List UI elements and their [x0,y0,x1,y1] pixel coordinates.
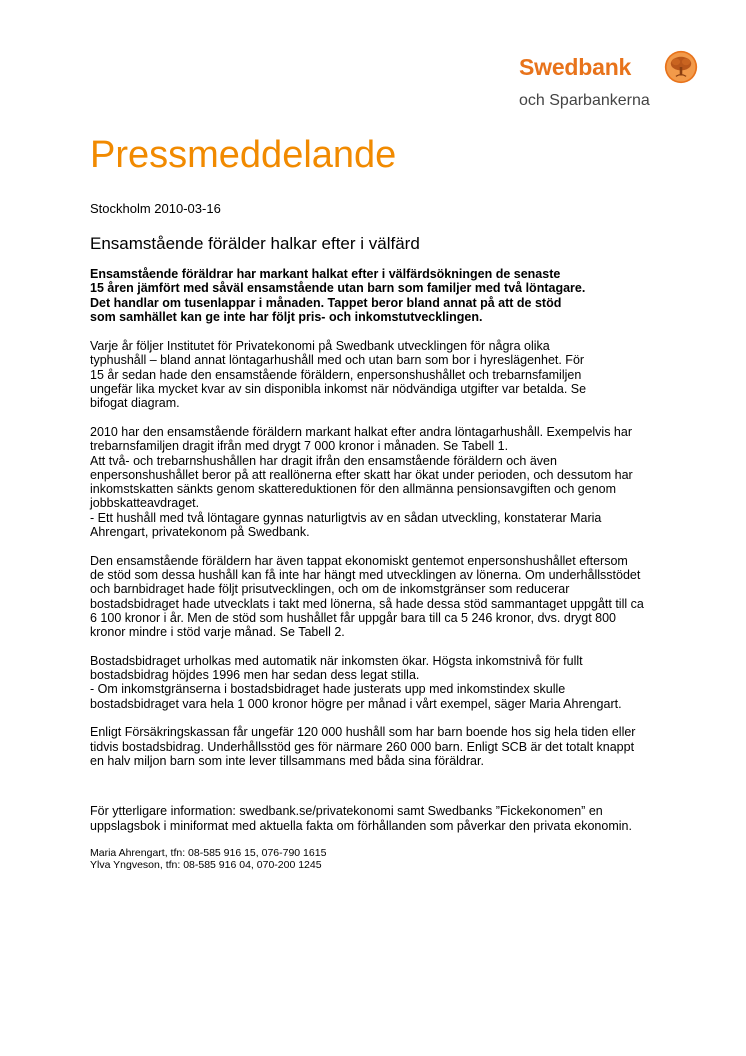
text-line: bostadsbidrag höjdes 1996 men har sedan dess legat stilla. [90,668,420,683]
text-line: bostadsbidraget vara hela 1 000 kronor högre per månad i vårt exempel, säger Maria Ahrengart. [90,696,622,711]
text-line: ungefär lika mycket kvar av sin disponibla inkomst när nödvändiga utgifter var betalda. Se [90,382,587,397]
text-line: bostadsbidraget hade utvecklats i takt med lönerna, så hade dessa stöd sammantaget uppgått till ca [90,596,644,611]
text-line: de stöd som dessa hushåll kan få inte har hängt med utvecklingen av lönerna. Om underhållsstödet [90,567,641,582]
text-line: Varje år följer Institutet för Privatekonomi på Swedbank utvecklingen för några olika [90,339,550,354]
contact-line: Maria Ahrengart, tfn: 08-585 916 15, 076-790 1615 [90,847,327,860]
press-body [90,267,710,886]
contact-list [90,847,710,871]
body-paragraph [90,554,710,640]
text-line: Enligt Försäkringskassan får ungefär 120 000 hushåll som har barn boende hos sig hela tiden eller [90,725,636,740]
lead-line: som samhället kan ge inte har följt pris- och inkomstutvecklingen. [90,309,483,324]
text-line: - Om inkomstgränserna i bostadsbidraget hade justerats upp med inkomstindex skulle [90,682,566,697]
lead-paragraph [90,267,710,324]
page-title: Pressmeddelande [90,134,397,176]
logo-wordmark: Swedbank [519,54,632,80]
text-line: För ytterligare information: swedbank.se/privatekonomi samt Swedbanks ”Fickekonomen” en [90,804,603,819]
body-paragraph [90,425,710,539]
body-paragraph [90,725,710,768]
body-paragraph [90,339,710,410]
lead-line: Det handlar om tusenlappar i månaden. Tappet beror bland annat på att de stöd [90,295,562,310]
text-line: Den ensamstående föräldern har även tappat ekonomiskt gentemot enpersonshushållet eftersom [90,553,628,568]
text-line: trebarnsfamiljen dragit ifrån med drygt 7 000 kronor i månaden. Se Tabell 1. [90,439,509,454]
text-line: Bostadsbidraget urholkas med automatik när inkomsten ökar. Högsta inkomstnivå för fullt [90,653,583,668]
body-paragraph [90,654,710,711]
text-line: 6 100 kronor i år. Men de stöd som hushållet får uppgår bara till ca 5 246 kronor, dvs. drygt 800 [90,610,616,625]
text-line: jobbskatteavdraget. [90,496,200,511]
press-date: Stockholm 2010-03-16 [90,201,221,216]
contact-line: Ylva Yngveson, tfn: 08-585 916 04, 070-200 1245 [90,859,322,872]
logo-subtitle: och Sparbankerna [519,92,650,109]
lead-line: 15 åren jämfört med såväl ensamstående utan barn som familjer med två löntagare. [90,281,586,296]
text-line: uppslagsbok i miniformat med aktuella fakta om förhållanden som påverkar den privata ekonomin. [90,818,632,833]
text-line: - Ett hushåll med två löntagare gynnas naturligtvis av en sådan utveckling, konstaterar Maria [90,510,602,525]
text-line: en halv miljon barn som inte lever tillsammans med båda sina föräldrar. [90,753,484,768]
text-line: kronor mindre i stöd varje månad. Se Tabell 2. [90,625,345,640]
text-line: enpersonshushållet beror på att reallönerna efter skatt har ökat under perioden, och dessutom har [90,467,633,482]
text-line: 15 år sedan hade den ensamstående föräldern, enpersonshushållet och trebarnsfamiljen [90,367,582,382]
text-line: Ahrengart, privatekonom på Swedbank. [90,525,310,540]
text-line: Att två- och trebarnshushållen har dragit ifrån den ensamstående föräldern och även [90,453,557,468]
lead-line: Ensamstående föräldrar har markant halkat efter i välfärdsökningen de senaste [90,267,561,281]
oak-tree-icon [664,50,698,84]
text-line: inkomstskatten sänkts genom skattereduktionen för den allmänna pensionsavgiften och genom [90,482,617,497]
text-line: 2010 har den ensamstående föräldern markant halkat efter andra löntagarhushåll. Exempelvis har [90,424,632,439]
text-line: och barnbidraget hade följt prisutvecklingen, och om de inkomstgränser som reducerar [90,582,570,597]
swedbank-logo [505,38,705,118]
text-line: tidvis bostadsbidrag. Underhållsstöd ges för närmare 260 000 barn. Enligt SCB är det totalt knappt [90,739,635,754]
more-info-paragraph [90,804,710,833]
text-line: typhushåll – bland annat löntagarhushåll med och utan barn som bor i hyreslägenhet. För [90,353,585,368]
text-line: bifogat diagram. [90,396,180,411]
headline: Ensamstående förälder halkar efter i välfärd [90,234,420,253]
